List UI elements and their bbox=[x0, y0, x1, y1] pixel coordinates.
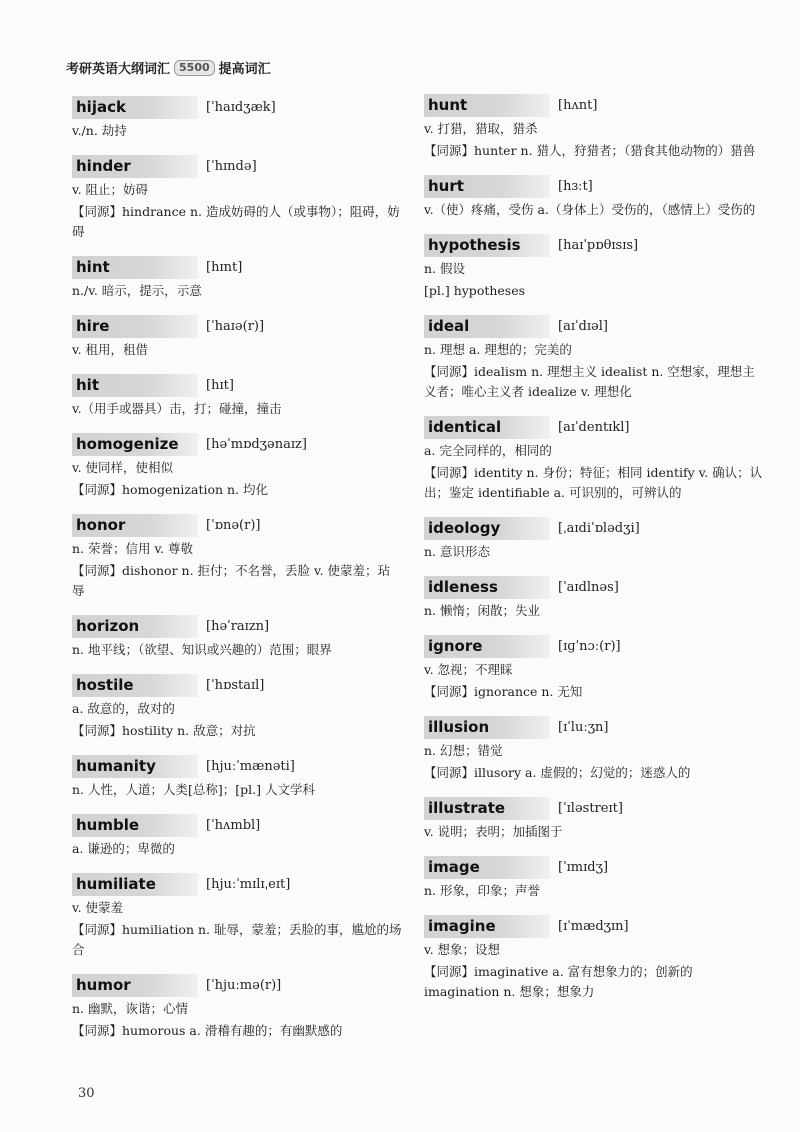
dictionary-entry bbox=[424, 517, 764, 562]
headword: humanity bbox=[72, 755, 198, 778]
entry-headword-row bbox=[72, 315, 402, 338]
headword: hire bbox=[72, 315, 198, 338]
entry-headword-row bbox=[424, 517, 764, 540]
headword: ideology bbox=[424, 517, 550, 540]
headword: hunt bbox=[424, 94, 550, 117]
headword: ideal bbox=[424, 315, 550, 338]
phonetic: [ɪˈluːʒn] bbox=[558, 720, 609, 735]
phonetic: [ˈhɪndə] bbox=[206, 159, 257, 174]
dictionary-entry bbox=[72, 374, 402, 419]
entry-headword-row bbox=[72, 256, 402, 279]
definition-line: v. 租用，租借 bbox=[72, 342, 149, 357]
phonetic: [haɪˈpɒθɪsɪs] bbox=[558, 238, 639, 253]
definition-line: v. 使蒙羞 bbox=[72, 900, 124, 915]
phonetic: [ˈhjuːmə(r)] bbox=[206, 978, 282, 993]
dictionary-entry bbox=[72, 873, 402, 960]
dictionary-entry bbox=[424, 315, 764, 402]
headword: illustrate bbox=[424, 797, 550, 820]
entry-headword-row bbox=[72, 514, 402, 537]
dictionary-entry bbox=[72, 433, 402, 500]
definition-line: n. 幻想；错觉 bbox=[424, 743, 503, 758]
entry-headword-row bbox=[424, 856, 764, 879]
dictionary-entry bbox=[424, 234, 764, 301]
cognate-line: 【同源】illusory a. 虚假的；幻觉的；迷惑人的 bbox=[424, 765, 691, 780]
headword: honor bbox=[72, 514, 198, 537]
dictionary-entry bbox=[72, 755, 402, 800]
phonetic: [hʌnt] bbox=[558, 98, 598, 113]
headword: hostile bbox=[72, 674, 198, 697]
phonetic: [aɪˈdɪəl] bbox=[558, 319, 608, 334]
headword: humiliate bbox=[72, 873, 198, 896]
entry-headword-row bbox=[72, 615, 402, 638]
running-header bbox=[66, 58, 271, 77]
dictionary-entry bbox=[72, 256, 402, 301]
phonetic: [hjuːˈmɪlɪˌeɪt] bbox=[206, 877, 291, 892]
definition-line: v. 使同样，使相似 bbox=[72, 460, 174, 475]
dictionary-entry bbox=[424, 856, 764, 901]
right-column bbox=[424, 94, 764, 1016]
phonetic: [aɪˈdentɪkl] bbox=[558, 420, 630, 435]
entry-headword-row bbox=[72, 814, 402, 837]
entry-headword-row bbox=[72, 974, 402, 997]
entry-headword-row bbox=[72, 433, 402, 456]
phonetic: [hɜːt] bbox=[558, 179, 593, 194]
entry-headword-row bbox=[72, 674, 402, 697]
entry-headword-row bbox=[424, 315, 764, 338]
cognate-line: 【同源】hostility n. 敌意；对抗 bbox=[72, 723, 256, 738]
dictionary-entry bbox=[72, 155, 402, 242]
headword: idleness bbox=[424, 576, 550, 599]
phonetic: [ɪɡˈnɔː(r)] bbox=[558, 639, 621, 654]
headword: humble bbox=[72, 814, 198, 837]
cognate-line: 【同源】identity n. 身份；特征；相同 identify v. 确认；认出；鉴定 identifiable a. 可识别的，可辨认的 bbox=[424, 465, 763, 500]
phonetic: [ˈɒnə(r)] bbox=[206, 518, 261, 533]
dictionary-entry bbox=[424, 797, 764, 842]
entry-headword-row bbox=[424, 416, 764, 439]
dictionary-entry bbox=[424, 915, 764, 1002]
definition-line: n. 形象，印象；声誉 bbox=[424, 883, 540, 898]
cognate-line: 【同源】humiliation n. 耻辱，蒙羞；丢脸的事，尴尬的场合 bbox=[72, 922, 402, 957]
cognate-line: 【同源】homogenization n. 均化 bbox=[72, 482, 269, 497]
dictionary-entry bbox=[72, 814, 402, 859]
header-title-right: 提高词汇 bbox=[218, 62, 271, 77]
entry-headword-row bbox=[72, 155, 402, 178]
dictionary-entry bbox=[72, 514, 402, 601]
entry-headword-row bbox=[424, 94, 764, 117]
phonetic: [ˌaɪdiˈɒlədʒi] bbox=[558, 521, 640, 536]
headword: identical bbox=[424, 416, 550, 439]
definition-line: v.（用手或器具）击，打；碰撞，撞击 bbox=[72, 401, 282, 416]
entry-headword-row bbox=[424, 635, 764, 658]
entry-headword-row bbox=[424, 915, 764, 938]
header-title-left: 考研英语大纲词汇 bbox=[66, 62, 171, 77]
definition-line: n. 假设 bbox=[424, 261, 465, 276]
definition-line: v. 说明；表明；加插图于 bbox=[424, 824, 563, 839]
definition-line: n. 意识形态 bbox=[424, 544, 490, 559]
dictionary-entry bbox=[72, 315, 402, 360]
entry-headword-row bbox=[72, 96, 402, 119]
dictionary-entry bbox=[424, 576, 764, 621]
definition-line: v. 阻止；妨碍 bbox=[72, 182, 149, 197]
entry-headword-row bbox=[72, 873, 402, 896]
dictionary-entry bbox=[72, 974, 402, 1041]
cognate-line: 【同源】imaginative a. 富有想象力的；创新的 imagination n. 想象；想象力 bbox=[424, 964, 693, 999]
entry-headword-row bbox=[424, 175, 764, 198]
headword: hint bbox=[72, 256, 198, 279]
headword: horizon bbox=[72, 615, 198, 638]
entry-headword-row bbox=[424, 234, 764, 257]
headword: hit bbox=[72, 374, 198, 397]
headword: hurt bbox=[424, 175, 550, 198]
definition-line: a. 谦逊的；卑微的 bbox=[72, 841, 175, 856]
definition-line: [pl.] hypotheses bbox=[424, 283, 526, 298]
definition-line: a. 完全同样的，相同的 bbox=[424, 443, 552, 458]
headword: hijack bbox=[72, 96, 198, 119]
entry-headword-row bbox=[72, 374, 402, 397]
cognate-line: 【同源】hunter n. 猎人，狩猎者；（猎食其他动物的）猎兽 bbox=[424, 143, 756, 158]
definition-line: n. 理想 a. 理想的；完美的 bbox=[424, 342, 572, 357]
definition-line: n. 幽默，诙谐；心情 bbox=[72, 1001, 188, 1016]
headword: ignore bbox=[424, 635, 550, 658]
phonetic: [ˈɪmɪdʒ] bbox=[558, 860, 609, 875]
definition-line: n. 荣誉；信用 v. 尊敬 bbox=[72, 541, 193, 556]
cognate-line: 【同源】humorous a. 滑稽有趣的；有幽默感的 bbox=[72, 1023, 343, 1038]
definition-line: v. 忽视；不理睬 bbox=[424, 662, 513, 677]
phonetic: [həˈmɒdʒənaɪz] bbox=[206, 437, 307, 452]
phonetic: [ˈhɒstaɪl] bbox=[206, 678, 265, 693]
headword: hypothesis bbox=[424, 234, 550, 257]
phonetic: [ɪˈmædʒɪn] bbox=[558, 919, 629, 934]
phonetic: [hjuːˈmænəti] bbox=[206, 759, 295, 774]
definition-line: n./v. 暗示，提示，示意 bbox=[72, 283, 202, 298]
headword: image bbox=[424, 856, 550, 879]
entry-headword-row bbox=[424, 797, 764, 820]
phonetic: [ˈɪləstreɪt] bbox=[558, 801, 623, 816]
definition-line: n. 懒惰；闲散；失业 bbox=[424, 603, 540, 618]
cognate-line: 【同源】hindrance n. 造成妨碍的人（或事物）；阻碍，妨碍 bbox=[72, 204, 400, 239]
definition-line: v. 想象；设想 bbox=[424, 942, 501, 957]
cognate-line: 【同源】dishonor n. 拒付；不名誉，丢脸 v. 使蒙羞；玷辱 bbox=[72, 563, 391, 598]
phonetic: [həˈraɪzn] bbox=[206, 619, 270, 634]
cognate-line: 【同源】idealism n. 理想主义 idealist n. 空想家，理想主义者；唯心主义者 idealize v. 理想化 bbox=[424, 364, 755, 399]
headword: illusion bbox=[424, 716, 550, 739]
headword: homogenize bbox=[72, 433, 198, 456]
header-badge: 5500 bbox=[174, 60, 215, 76]
headword: hinder bbox=[72, 155, 198, 178]
dictionary-entry bbox=[424, 635, 764, 702]
dictionary-entry bbox=[424, 716, 764, 783]
dictionary-entry bbox=[72, 96, 402, 141]
dictionary-entry bbox=[424, 94, 764, 161]
phonetic: [hɪt] bbox=[206, 378, 234, 393]
entry-headword-row bbox=[72, 755, 402, 778]
phonetic: [ˈhaɪdʒæk] bbox=[206, 100, 276, 115]
headword: imagine bbox=[424, 915, 550, 938]
definition-line: n. 人性，人道；人类[总称]；[pl.] 人文学科 bbox=[72, 782, 315, 797]
definition-line: a. 敌意的，敌对的 bbox=[72, 701, 175, 716]
definition-line: n. 地平线；（欲望、知识或兴趣的）范围；眼界 bbox=[72, 642, 332, 657]
entry-headword-row bbox=[424, 576, 764, 599]
entry-headword-row bbox=[424, 716, 764, 739]
left-column bbox=[72, 96, 402, 1055]
definition-line: v./n. 劫持 bbox=[72, 123, 127, 138]
dictionary-entry bbox=[72, 615, 402, 660]
page-number: 30 bbox=[78, 1086, 95, 1101]
definition-line: v.（使）疼痛，受伤 a.（身体上）受伤的，（感情上）受伤的 bbox=[424, 202, 756, 217]
dictionary-entry bbox=[424, 416, 764, 503]
phonetic: [ˈhʌmbl] bbox=[206, 818, 261, 833]
phonetic: [ˈhaɪə(r)] bbox=[206, 319, 265, 334]
dictionary-entry bbox=[72, 674, 402, 741]
definition-line: v. 打猎，猎取，猎杀 bbox=[424, 121, 538, 136]
phonetic: [ˈaɪdlnəs] bbox=[558, 580, 619, 595]
cognate-line: 【同源】ignorance n. 无知 bbox=[424, 684, 583, 699]
phonetic: [hɪnt] bbox=[206, 260, 243, 275]
headword: humor bbox=[72, 974, 198, 997]
dictionary-entry bbox=[424, 175, 764, 220]
